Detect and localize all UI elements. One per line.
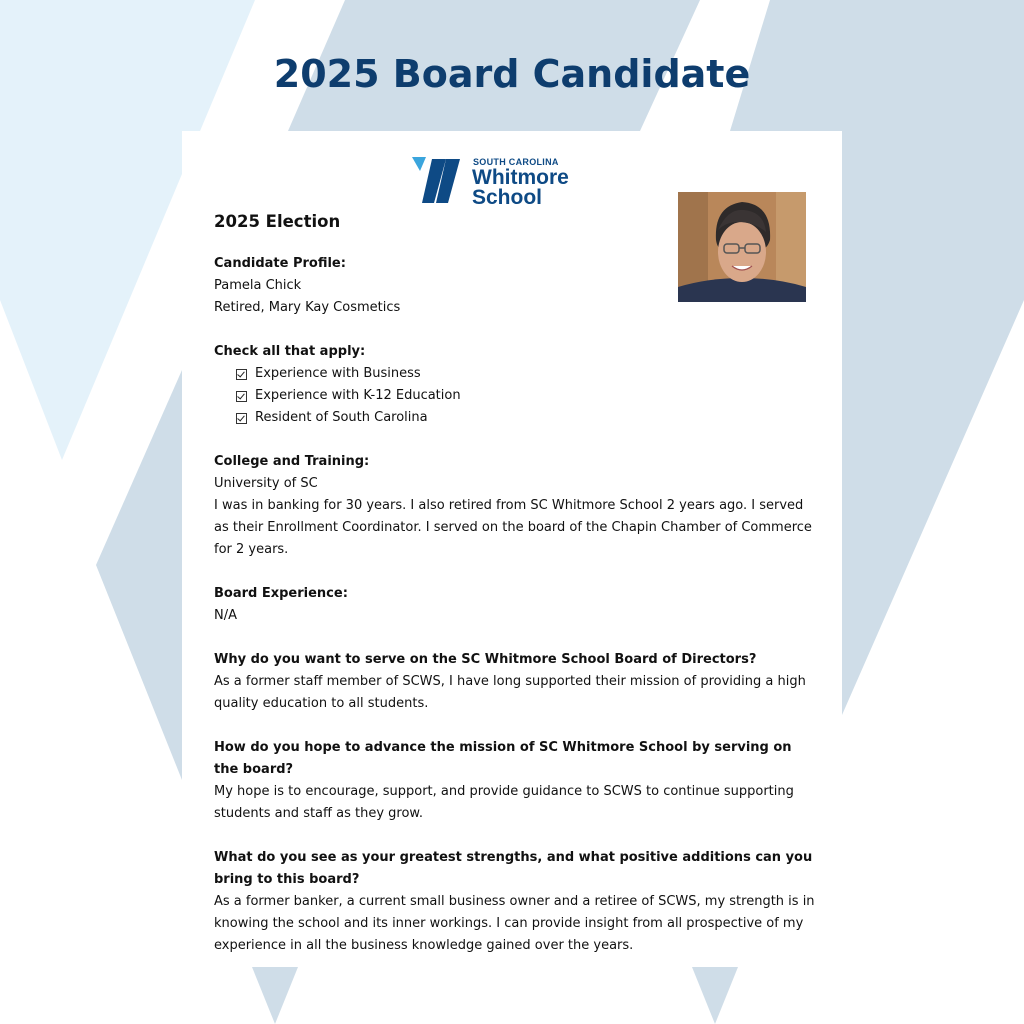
- checked-box-icon: [236, 391, 247, 402]
- college-section: [214, 451, 818, 561]
- document-body: [214, 211, 818, 979]
- question-mission-section: [214, 737, 818, 825]
- question-strengths-label: What do you see as your greatest strengths, and what positive additions can you bring to this board?: [214, 850, 813, 887]
- profile-label: Candidate Profile:: [214, 256, 346, 271]
- board-label: Board Experience:: [214, 586, 348, 601]
- candidate-name: Pamela Chick: [214, 278, 302, 293]
- checks-section: [214, 341, 818, 429]
- logo-line-2: School: [472, 186, 543, 209]
- logo-state-text: SOUTH CAROLINA: [473, 157, 559, 167]
- board-section: [214, 583, 818, 627]
- check-item: [236, 363, 818, 385]
- question-why-label: Why do you want to serve on the SC Whitmore School Board of Directors?: [214, 652, 757, 667]
- college-school: University of SC: [214, 476, 318, 491]
- college-text: I was in banking for 30 years. I also retired from SC Whitmore School 2 years ago. I served as their Enrollment Coordinator. I served on the board of the Chapin Chamber of Commerce for 2 years.: [214, 498, 812, 557]
- candidate-occupation: Retired, Mary Kay Cosmetics: [214, 300, 401, 315]
- question-mission-label: How do you hope to advance the mission of SC Whitmore School by serving on the board?: [214, 740, 792, 777]
- board-text: N/A: [214, 608, 237, 623]
- check-item-label: Resident of South Carolina: [255, 410, 428, 425]
- question-strengths-answer: As a former banker, a current small business owner and a retiree of SCWS, my strength is in knowing the school and its inner workings. I can provide insight from all prospective of my experience in all the business knowledge gained over the years.: [214, 894, 815, 953]
- school-logo: [412, 155, 582, 209]
- check-item-label: Experience with Business: [255, 366, 421, 381]
- question-why-answer: As a former staff member of SCWS, I have long supported their mission of providing a high quality education to all students.: [214, 674, 806, 711]
- page-title: 2025 Board Candidate: [273, 52, 751, 96]
- check-item: [236, 407, 818, 429]
- logo-line-1: Whitmore: [472, 166, 569, 189]
- question-strengths-section: [214, 847, 818, 957]
- profile-section: [214, 253, 818, 319]
- checks-label: Check all that apply:: [214, 344, 366, 359]
- election-heading: 2025 Election: [214, 212, 341, 231]
- question-why-section: [214, 649, 818, 715]
- candidate-document: [182, 131, 842, 961]
- checked-box-icon: [236, 413, 247, 424]
- check-item: [236, 385, 818, 407]
- college-label: College and Training:: [214, 454, 370, 469]
- question-mission-answer: My hope is to encourage, support, and provide guidance to SCWS to continue supporting students and staff as they grow.: [214, 784, 794, 821]
- w-logo-icon: [412, 157, 468, 205]
- checked-box-icon: [236, 369, 247, 380]
- check-item-label: Experience with K-12 Education: [255, 388, 461, 403]
